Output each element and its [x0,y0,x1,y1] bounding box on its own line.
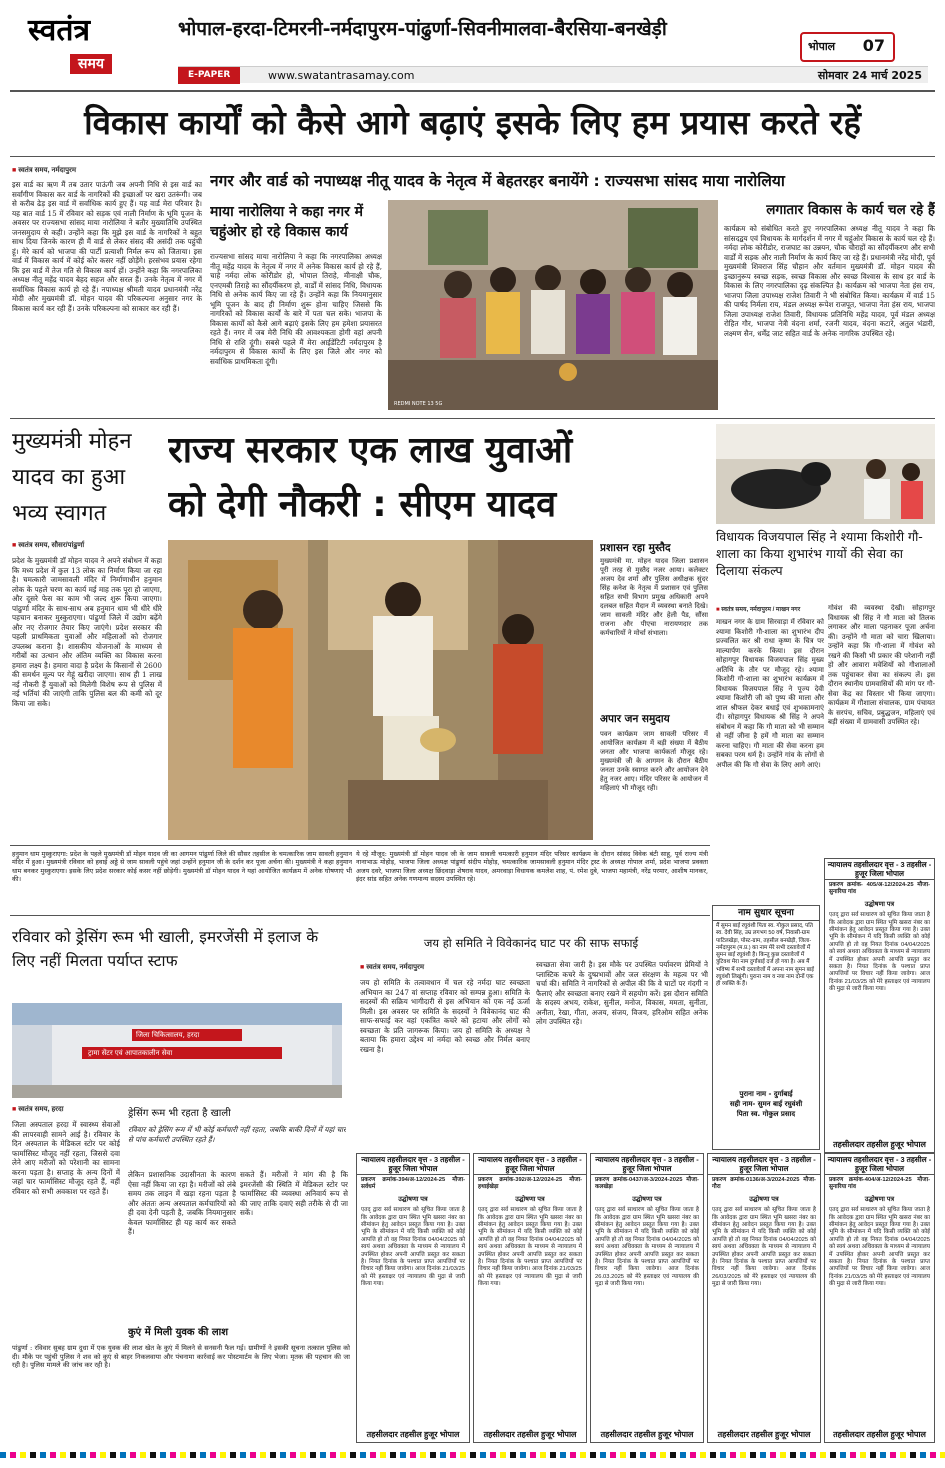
story4-byline-text: स्वतंत्र समय, हरदा [18,1106,64,1113]
epaper-bar [178,66,928,83]
story1-rule [10,156,935,157]
story4-sign2: ट्रामा सेंटर एवं आपातकालीन सेवा [88,1049,173,1057]
byline-bullet: ■ [12,542,19,549]
story2-byline-text: स्वतंत्र समय, सौसर/पांढुर्णा [18,542,85,549]
court-notice [707,1153,821,1443]
story2-byline [12,541,162,550]
notice-subtitle: उद्घोषणा पत्र [398,1195,428,1203]
notice-footer: तहसीलदार तहसील हुजूर भोपाल [483,1430,577,1439]
story5-col2: स्वच्छता सेवा जारी है। इस मौके पर उपस्थित पर्यावरण प्रेमियों ने प्लास्टिक कचरे के दुष्प्रभावों और जल संरक्षण के महत्व पर भी चर्चा की। समिति ने नागरिकों से अपील की कि वे घाटों पर गंदगी न फैलाएं और स्वच्छता बनाए रखने में सहयोग करें। इस दौरान समिति के सदस्य अभय, राकेश, सुनील, मनोज, विकास, ममता, सुनीता, अनीता, रेखा, गीता, अजय, संजय, विजय, हरिओम सहित अनेक लोग उपस्थित रहे। [536,960,708,1026]
cities-strip: भोपाल-हरदा-टिमरनी-नर्मदापुरम-पांढुर्णा-सिवनीमालवा-बैरसिया-बनखेड़ी [178,18,667,40]
story4-photo [12,1003,342,1098]
notice-subtitle: उद्घोषणा पत्र [864,900,895,908]
notice-case: प्रकरण क्रमांक-0437/अ-3/2024-2025 मौजा-कलखेड़ा [595,1177,699,1191]
story1-photo-credit: REDMI NOTE 13 5G [394,401,443,407]
court-notice [824,858,935,1153]
notice-body: एतद् द्वारा सर्व साधारण को सूचित किया जाता है कि आवेदक द्वारा ग्राम स्थित भूमि खसरा नंबर का सीमांकन हेतु आवेदन प्रस्तुत किया गया है। उक्त भूमि के सीमांकन में यदि किसी व्यक्ति को कोई आपत्ति हो तो वह नियत दिनांक 04/04/2025 को स्वयं अथवा अधिवक्ता के माध्यम से न्यायालय में उपस्थित होकर अपनी आपत्ति प्रस्तुत कर सकता है। नियत दिनांक के पश्चात प्राप्त आपत्तियों पर विचार नहीं किया जावेगा। आज दिनांक 21/03/25 को मेरे हस्ताक्षर एवं न्यायालय की मुद्रा से जारी किया गया। [829,912,930,993]
naam-sudhar-old: पुराना नाम - दुर्गाबाई [739,1090,793,1098]
notice-case: प्रकरण क्रमांक-394/अ-12/2024-25 मौजा-सर्वधर्म [361,1177,465,1191]
notice-case: प्रकरण क्रमांक- 405/अ-12/2024-25 मौजा-सुनारिया गांव [829,882,930,896]
date-text: सोमवार 24 मार्च 2025 [817,69,922,82]
notice-subtitle: उद्घोषणा पत्र [864,1195,895,1203]
notice-footer: तहसीलदार तहसील हुजूर भोपाल [366,1430,460,1439]
story1-byline-text: स्वतंत्र समय, नर्मदापुरम [18,167,77,174]
naam-sudhar-new: सही नाम- सुमन बाई रघुवंशी [729,1100,803,1108]
notice-title: न्यायालय तहसीलदार वृत्त - 3 तहसील - हुजूर जिला भोपाल [474,1154,586,1175]
section-rule-2 [10,845,710,846]
story1-photo [388,200,718,410]
story2-headline-line1: राज्य सरकार एक लाख युवाओं [168,430,573,471]
story2-body: प्रदेश के मुख्यमंत्री डॉ मोहन यादव ने अपने संबोधन में कहा कि मध्य प्रदेश में कुल 13 लोक का निर्माण किया जा रहा है। चमत्कारी जामसावली मंदिर में निर्माणाधीन हनुमान लोक के पहले चरण का कार्य मई माह तक पूरा हो जाएगा, और दूसरे फेस का काम भी जल्द शुरू किया जाएगा। पांढुर्णा मंदिर के साथ-साथ अब हनुमान धाम भी धीरे धीरे पहचान बनाकर मुस्कुराएगा। पांढुर्णा जिले में उद्योग बढ़ेंगे और नए रोजगार तैयार किए जाएंगे। प्रदेश सरकार की पहली प्राथमिकता युवाओं और महिलाओं को रोजगार उपलब्ध कराना है। शासकीय योजनाओं के माध्यम से गरीबों का उत्थान और अंतिम व्यक्ति का विकास करना हमारा लक्ष्य है। हमारा वादा है प्रदेश के किसानों से 2600 की समर्थन मूल्य पर गेहूं खरीदा जाएगा। साथ ही 1 लाख नई नौकरी हैं युवाओं को मिलेगी विशेष रूप से पुलिस में नई भर्तियां की जाएंगी ताकि पुलिस बल की कमी को दूर किया जा सके। [12,556,162,708]
story1-side-head-right: लगातार विकास के कार्य चल रहे हैं [766,202,935,218]
notice-body: एतद् द्वारा सर्व साधारण को सूचित किया जाता है कि आवेदक द्वारा ग्राम स्थित भूमि खसरा नंबर का सीमांकन हेतु आवेदन प्रस्तुत किया गया है। उक्त भूमि के सीमांकन में यदि किसी व्यक्ति को कोई आपत्ति हो तो वह नियत दिनांक 04/04/2025 को स्वयं अथवा अधिवक्ता के माध्यम से न्यायालय में उपस्थित होकर अपनी आपत्ति प्रस्तुत कर सकता है। नियत दिनांक के पश्चात प्राप्त आपत्तियों पर विचार नहीं किया जावेगा। आज दिनांक 21/03/25 को मेरे हस्ताक्षर एवं न्यायालय की मुद्रा से जारी किया गया। [478,1207,582,1288]
byline-bullet: ■ [360,964,367,971]
naam-sudhar-box [712,905,820,1150]
notice-body: एतद् द्वारा सर्व साधारण को सूचित किया जाता है कि आवेदक द्वारा ग्राम स्थित भूमि खसरा नंबर का सीमांकन हेतु आवेदन प्रस्तुत किया गया है। उक्त भूमि के सीमांकन में यदि किसी व्यक्ति को कोई आपत्ति हो तो वह नियत दिनांक 04/04/2025 को स्वयं अथवा अधिवक्ता के माध्यम से न्यायालय में उपस्थित होकर अपनी आपत्ति प्रस्तुत कर सकता है। नियत दिनांक के पश्चात प्राप्त आपत्तियों पर विचार नहीं किया जावेगा। आज दिनांक 21/03/25 को मेरे हस्ताक्षर एवं न्यायालय की मुद्रा से जारी किया गया। [829,1207,930,1288]
story2-headline-line2: को देगी नौकरी : सीएम यादव [168,484,557,525]
story5-byline-text: स्वतंत्र समय, नर्मदापुरम [366,964,425,971]
story3-photo-image [716,424,935,524]
story2-kicker: मुख्यमंत्री मोहन यादव का हुआ भव्य स्वागत [12,429,132,526]
story4-box-text: पांढुर्णा : रविवार सुबह ग्राम दुधा में एक युवक की लाश खेत के कुएं में मिलने से सनसनी फैल गई। ग्रामीणों ने इसकी सूचना तत्काल पुलिस को दी। मौके पर पहुंची पुलिस ने शव को कुएं से बाहर निकलवाया और पंचनामा कार्रवाई कर पोस्टमार्टम के लिए भेजा। मृतक की पहचान की जा रही है। पुलिस मामले की जांच कर रही है। [12,1344,350,1370]
page-box [800,32,895,62]
notice-subtitle: उद्घोषणा पत्र [749,1195,779,1203]
naam-sudhar-father: पिता स्व. गोकुल प्रसाद [736,1110,796,1118]
story1-col1: इस वार्ड का ऋण मैं तब उतार पाऊंगी जब अपनी निधि से इस वार्ड का सर्वांगीण विकास कर वार्ड के नागरिकों की इच्छाओं पर खरा उतरूंगी। जब से करीब ढेड़ इस वार्ड में सर्वाधिक कार्य हुए हैं। यह वार्ड मेरा परिवार है। यह बात वार्ड 15 में रविवार को सड़क एवं नाली निर्माण के भूमि पूजन के अवसर पर राज्यसभा सांसद माया नारोलिया ने बतौर मुख्यातिथि उपस्थित जनसमुदाय से कही। उन्होंने कहा कि मुझे इस वार्ड के नागरिकों ने बहुत साथ दिया जिनके कारण ही मैं वार्ड से लेकर संसद की असंदी तक पहुंची हूं। मेरे कार्य को भाजपा की पार्टी प्रत्याशी निर्मल रूप को जिताया। इस वार्ड में विकास कार्य में कोई कोर कसर नहीं छोड़ेंगे। हरसंभव प्रयास रहेगा कि इस वार्ड में तेज गति से विकास कार्य हों। उन्होंने कहा कि नगरपालिका अध्यक्ष नीतू महेंद्र यादव बेहद सहज और सरल हैं। उनके नेतृत्व में नगर में सर्वाधिक विकास कार्य हो रहे हैं। नपाध्यक्ष श्रीमती यादव प्रधानमंत्री नरेंद्र मोदी और मुख्यमंत्री डॉ. मोहन यादव की परिकल्पना अनुसार नगर के विकास कार्य कर रही हैं। उनके परिकल्पना को साकार कर रही हैं। [12,180,202,313]
section-rule-1 [10,418,935,419]
story5-headline: जय हो समिति ने विवेकानंद घाट पर की साफ सफाई [423,936,639,950]
notice-body: एतद् द्वारा सर्व साधारण को सूचित किया जाता है कि आवेदक द्वारा ग्राम स्थित भूमि खसरा नंबर का सीमांकन हेतु आवेदन प्रस्तुत किया गया है। उक्त भूमि के सीमांकन में यदि किसी व्यक्ति को कोई आपत्ति हो तो वह नियत दिनांक 04/04/2025 को स्वयं अथवा अधिवक्ता के माध्यम से न्यायालय में उपस्थित होकर अपनी आपत्ति प्रस्तुत कर सकता है। नियत दिनांक के पश्चात प्राप्त आपत्तियों पर विचार नहीं किया जावेगा। आज दिनांक 26.03.2025 को मेरे हस्ताक्षर एवं न्यायालय की मुद्रा से जारी किया गया। [595,1207,699,1288]
story2-side-body1: मुख्यमंत्री मा. मोहन यादव जिला प्रशासन पूरी तरह से मुस्तैद नजर आया। कलेक्टर अजय देव शर्मा और पुलिस अधीक्षक सुंदर सिंह कनेश के नेतृत्व में प्रशासन एवं पुलिस सहित सभी विभाग प्रमुख अधिकारी अपने दलबल सहित मैदान में व्यवस्था बनाते दिखे। जाम सावली मंदिर और हेली पैड, सौंसा राजना और पीएचा नारायणदार तक कर्मचारियों ने मोर्चा संभाला। [600,557,708,637]
story2-headline [168,424,708,532]
masthead-rule [10,90,935,92]
notice-subtitle: उद्घोषणा पत्र [632,1195,662,1203]
story4-sign1: जिला चिकित्सालय, हरदा [136,1031,200,1039]
story4-headline: रविवार को ड्रेसिंग रूम भी खाली, इमरजेंसी में इलाज के लिए नहीं मिलता पर्याप्त स्टाफ [12,928,319,970]
story1-byline [12,166,202,175]
story1-side-head-left: माया नारोलिया ने कहा नगर में चहुंओर हो रहे विकास कार्य [210,204,364,240]
story2-photo-image [168,540,593,840]
story3-byline-text: स्वतंत्र समय, नर्मदापुरम / माखन नगर [721,607,801,613]
notice-case: प्रकरण क्रमांक-392/अ-12/2024-25 मौजा-हथाईखेड़ा [478,1177,582,1191]
story2-bottom-left: हनुमान धाम मुस्कुराएगा: प्रदेश के पहले मुख्यमंत्री डॉ मोहन यादव जी का आगमन पांढुर्णा जिले की सौसर तहसील के चमत्कारिक जाम सावली हनुमान मंदिर में हुआ। मुख्यमंत्री रविवार को हवाई अड्डे से जाम सावली पहुंचे जहां उन्होंने हनुमान जी के दर्शन कर पूजा अर्चना की। मुख्यमंत्री ने कहा हनुमान धाम बनकर मुस्कुराएगा। इसके लिए प्रदेश सरकार कोई कसर नहीं छोड़ेगी। मुख्यमंत्री डॉ मोहन यादव ने यहां आयोजित कार्यक्रम में अनेक घोषणाएं भी की। [12,850,352,884]
notice-body: एतद् द्वारा सर्व साधारण को सूचित किया जाता है कि आवेदक द्वारा ग्राम स्थित भूमि खसरा नंबर का सीमांकन हेतु आवेदन प्रस्तुत किया गया है। उक्त भूमि के सीमांकन में यदि किसी व्यक्ति को कोई आपत्ति हो तो वह नियत दिनांक 04/04/2025 को स्वयं अथवा अधिवक्ता के माध्यम से न्यायालय में उपस्थित होकर अपनी आपत्ति प्रस्तुत कर सकता है। नियत दिनांक के पश्चात प्राप्त आपत्तियों पर विचार नहीं किया जावेगा। आज दिनांक 26/03/2025 को मेरे हस्ताक्षर एवं न्यायालय की मुद्रा से जारी किया गया। [712,1207,816,1288]
logo-bottom: समय [70,54,112,74]
story4-col1: जिला अस्पताल हरदा में स्वास्थ्य सेवाओं की लापरवाही सामने आई है। रविवार के दिन अस्पताल के मेडिकल स्टोर पर कोई फार्मासिस्ट मौजूद नहीं रहता, जिससे दवा लेने आए मरीजों को परेशानी का सामना करना पड़ता है। सप्ताह के अन्य दिनों में जहां चार फार्मासिस्ट मौजूद रहते हैं, वहीं रविवार को सभी अवकाश पर रहते हैं। [12,1120,120,1196]
section-rule-3 [10,915,710,916]
story4-byline [12,1105,112,1114]
website-link[interactable]: www.swatantrasamay.com [268,69,415,82]
court-notice [590,1153,704,1443]
notice-title: न्यायालय तहसीलदार वृत्त - 3 तहसील - हुजूर जिला भोपाल [708,1154,820,1175]
page-number: 07 [862,36,885,55]
story4-caption-text: रविवार को ड्रेसिंग रूम में भी कोई कर्मचारी नहीं रहता, जबकि बाकी दिनों में यहां चार से पांच कर्मचारी उपस्थित रहते हैं। [128,1125,346,1144]
story1-col2: राज्यसभा सांसद माया नारोलिया ने कहा कि नगरपालिका अध्यक्ष नीतू महेंद्र यादव के नेतृत्व में नगर में अनेक विकास कार्य हो रहे हैं, चाहे नर्मदा लोक कोरीडोर हो, भोपाल तिराहे, मीनाक्षी चौक, एनएमबी तिराहे का सौंदर्यीकरण हो, वार्डों में सांसद निधि, विधायक निधि से अनेक कार्य किए जा रहे हैं। उन्होंने कहा कि नियमानुसार भूमि पूजन के बाद ही निर्माण शुरू होना चाहिए जिससे कि नागरिकों को विकास कार्यों के बारे में पता चल सके। भाजपा के विकास कार्यों को कैसे आगे बढ़ाएं इसके लिए हम हमेशा प्रयासरत रहते हैं। नगर में जब मेरी निधि की आवश्यकता होगी वहां अपनी निधि से राशि दूंगी। सबसे पहले मैं मेरा आईडेंटिटी नर्मदापुरम है नर्मदापुरम से विकास कार्यों के लिए इस जिले और नगर को सर्वाधिक प्राथमिकता दूंगी। [210,252,382,366]
court-notice [824,1153,935,1443]
logo [28,10,163,80]
notice-case: प्रकरण क्रमांक-0136/अ-3/2024-2025 मौजा-गौरा [712,1177,816,1191]
story4-photo-caption: ड्रेसिंग रूम भी रहता है खाली [128,1108,231,1119]
notice-title: न्यायालय तहसीलदार वृत्त - 3 तहसील - हुजूर जिला भोपाल [591,1154,703,1175]
logo-top: स्वतंत्र [28,13,91,48]
story4-box-head: कुएं में मिली युवक की लाश [128,1327,229,1338]
story2-side-body2: पवन कार्यक्रम जाम सावली परिसर में आयोजित कार्यक्रम में बड़ी संख्या में बैठीय जनता और भाजपा कार्यकर्ता मौजूद रहे। मुख्यमंत्री जी के आगमन के दौरान बैठीय जनता उनके स्वागत करने और आयोजन देने हेतु नजर आए। मंदिर परिसर के आयोजन में महिलाएं भी मौजूद रही। [600,730,708,792]
story1-photo-image [388,200,718,410]
byline-bullet: ■ [12,1106,19,1113]
notice-footer: तहसीलदार तहसील हुजूर भोपाल [833,1140,926,1149]
story3-headline: विधायक विजयपाल सिंह ने श्यामा किशोरी गौ-शाला का किया शुभारंभ गायों की सेवा का दिलाया संकल्प [716,529,923,578]
court-notice [473,1153,587,1443]
notice-title: न्यायालय तहसीलदार वृत्त - 3 तहसील - हुजूर जिला भोपाल [825,1154,934,1175]
epaper-label: E-PAPER [178,67,240,84]
registration-strip [0,1452,945,1458]
notice-footer: तहसीलदार तहसील हुजूर भोपाल [833,1430,926,1439]
byline-bullet: ■ [12,167,19,174]
notice-title: न्यायालय तहसीलदार वृत्त - 3 तहसील - हुजूर जिला भोपाल [357,1154,469,1175]
story2-bottom-right: ये रहे मौजूद: मुख्यमंत्री डॉ मोहन यादव जी के जाम सावली चमत्कारी हनुमान मंदिर परिसर कार्यक्रम के दौरान सांसद विवेक बंटी साहू, पूर्व राज्य मंत्री नानाभाऊ मोहोड़, भाजपा जिला अध्यक्ष पांढुर्णा संदीप मोहोड़, चमत्कारिक जामसावली हनुमान मंदिर ट्रस्ट के अध्यक्ष गोपाल शर्मा, प्रदेश भाजपा प्रवक्ता अजय दवरे, भाजपा जिला अध्यक्ष छिंदवाड़ा शेषराव यादव, अमरवाड़ा विधायक कमलेश शाह, पं. रमेश दुबे, भाजपा महामंत्री, नरेंद्र परमार, आशीष मानकर, इंदर सांड सहित अनेक गणमान्य सदस्य उपस्थित रहे। [356,850,708,884]
notice-case: प्रकरण क्रमांक-404/अ-12/2024-25 मौजा-सुनारिया गांव [829,1177,930,1191]
notice-title: न्यायालय तहसीलदार वृत्त - 3 तहसील - हुजूर जिला भोपाल [825,859,934,880]
edition-label: भोपाल [808,40,836,53]
story4-photo-image [12,1003,342,1098]
court-notice [356,1153,470,1443]
story1-headline: विकास कार्यों को कैसे आगे बढ़ाएं इसके लिए हम प्रयास करते रहें [84,103,861,142]
story5-byline [360,963,530,972]
story3-photo [716,424,935,524]
byline-bullet: ■ [716,607,722,613]
story2-photo [168,540,593,840]
notice-footer: तहसीलदार तहसील हुजूर भोपाल [717,1430,811,1439]
story3-col2: गोवंश की व्यवस्था देखी। सोहागपुर विधायक श्री सिंह ने गौ माता को तिलक लगाकर और माला पहनाकर पूजा अर्चना की। उन्होंने गौ माता को चारा खिलाया। उन्होंने कहा कि गौ-शाला में गोवंश को रखने की किसी भी प्रकार की परेशानी नहीं हो और आवारा मवेशियों को गौशालाओं तक पहुंचाकर सेवा का संकल्प लें। इस दौरान स्थानीय ग्रामवासियों की मांग पर गौ-सेवा केंद्र का विस्तार भी किया जाएगा। कार्यक्रम में गौशाला संचालक, ग्राम पंचायत के सरपंच, सचिव, प्रबुद्धजन, महिलाएं एवं बड़ी संख्या में ग्रामवासी उपस्थित रहे। [828,604,935,726]
story3-col1: माखन नगर के ग्राम सिरवाड़ा में रविवार को श्यामा किशोरी गौ-शाला का शुभारंभ दीप प्रज्वलित कर श्री राधा कृष्ण के चित्र पर माल्यार्पण करके किया। इस दौरान सोहागपुर विधायक विजयपाल सिंह मुख्य अतिथि के तौर पर मौजूद रहे। श्यामा किशोरी गौ-शाला का शुभारंभ कार्यक्रम में विधायक विजयपाल सिंह ने पूज्य देवी श्यामा किशोरी जी को पुष्प की माला और शाल श्रीफल देकर बधाई एवं शुभकामनाएं दी। सोहागपुर विधायक श्री सिंह ने अपने संबोधन में कहा कि गौ माता को भी सम्मान से नहीं जीना है हमें गौ माता का सम्मान करना चाहिए। गौ माता की सेवा करना हम सबका परम धर्म है। उन्होंने गांव के लोगों से अपील की कि गौ सेवा के लिए आगे आएं। [716,618,824,769]
story2-side-head1: प्रशासन रहा मुस्तैद [600,542,671,554]
notice-body: एतद् द्वारा सर्व साधारण को सूचित किया जाता है कि आवेदक द्वारा ग्राम स्थित भूमि खसरा नंबर का सीमांकन हेतु आवेदन प्रस्तुत किया गया है। उक्त भूमि के सीमांकन में यदि किसी व्यक्ति को कोई आपत्ति हो तो वह नियत दिनांक 04/04/2025 को स्वयं अथवा अधिवक्ता के माध्यम से न्यायालय में उपस्थित होकर अपनी आपत्ति प्रस्तुत कर सकता है। नियत दिनांक के पश्चात प्राप्त आपत्तियों पर विचार नहीं किया जावेगा। आज दिनांक 21/03/25 को मेरे हस्ताक्षर एवं न्यायालय की मुद्रा से जारी किया गया। [361,1207,465,1288]
story1-col4: कार्यक्रम को संबोधित करते हुए नगरपालिका अध्यक्ष नीतू यादव ने कहा कि सांसदद्वय एवं विधायक के मार्गदर्शन में नगर में चहुंओर विकास के कार्य चल रहे हैं। नर्मदा लोक कोरीडोर, राजघाट का उन्नयन, चौक चौराहों का सौंदर्यीकरण और सभी वार्डों में सड़क और नाली निर्माण के कार्य किए जा रहे हैं। प्रधानमंत्री नरेंद्र मोदी, पूर्व मुख्यमंत्री शिवराज सिंह चौहान और वर्तमान मुख्यमंत्री डॉ. मोहन यादव की इच्छानुरूप स्वच्छ सड़क, स्वच्छ विकास और स्वच्छ विश्वास के साथ हर वार्ड के विकास के लिए नगरपालिका दृढ़ संकल्पित है। कार्यक्रम को भाजपा नेता हंस राय, भाजपा जिला उपाध्यक्ष राजेश तिवारी ने भी संबोधित किया। कार्यक्रम में वार्ड 15 की पार्षद निर्मला राय, मंडल अध्यक्ष रूपेश राजपूत, भाजपा नेता हंस राय, भाजपा जिला उपाध्यक्ष राजेश तिवारी, विधायक प्रतिनिधि महेंद्र यादव, पूर्व मंडल अध्यक्ष रोहित गौर, भाजपा नेत्री वंदना शर्मा, रजनी यादव, वंदना कटारे, अतुल भंडारी, लक्ष्मण सैन, धर्मेंद्र जाट सहित वार्ड के अनेक नागरिक उपस्थित रहे। [724,224,935,338]
story4-col2: लेकिन प्रशासनिक उदासीनता के कारण ऐसा नहीं किया जा रहा है। मरीजों को लंबे समय तक लाइन में खड़ा रहना पड़ता है और अंततः अन्य अस्पताल कर्मचारियों को ही दवा देनी पड़ती है, जबकि नियमानुसार केवल फार्मासिस्ट ही यह कार्य कर सकते हैं। [128,1170,236,1236]
masthead [0,0,945,90]
naam-sudhar-title: नाम सुधार सूचना [713,906,819,921]
naam-sudhar-body: मैं सुमन बाई रघुवंशी पिता स्व. गोकुल प्रसाद, पति स्व. देवी सिंह, उम्र लगभग 50 वर्ष, निवासी-ग्राम पाटिलखेड़ा, पोस्ट-ग्राम, तहसील बनखेड़ी, जिला-नर्मदापुरम (म.प्र.) का नाम मेरे सभी दस्तावेजों में सुमन बाई रघुवंशी है। किन्तु कुछ दस्तावेजों में त्रुटिवश मेरा नाम दुर्गाबाई दर्ज हो गया है। अब मैं भविष्य में सभी दस्तावेजों में अपना नाम सुमन बाई रघुवंशी लिखूंगी। पुराना नाम व नया नाम दोनों एक ही व्यक्ति के हैं। [716,923,815,988]
story5-col1: जय हो समिति के तत्वावधान में चल रहे नर्मदा घाट स्वच्छता अभियान का 247 वां सप्ताह रविवार को सम्पन्न हुआ। समिति के सदस्यों की सक्रिय भागीदारी से इस अभियान को एक नई ऊर्जा मिली। इस अवसर पर समिति के सदस्यों ने विवेकानंद घाट की साफ-सफाई कर वहां एकत्रित कचरे को हटाया और लोगों को स्वच्छता के प्रति जागरूक किया। जय हो समिति के अध्यक्ष ने बताया कि हमारा उद्देश्य मां नर्मदा को स्वच्छ और निर्मल बनाए रखना है। [360,978,530,1054]
story2-side-head2: अपार जन समुदाय [600,713,670,725]
story1-subhead: नगर और वार्ड को नपाध्यक्ष नीतू यादव के नेतृत्व में बेहतरहर बनायेंगे : राज्यसभा सांसद माया नारोलिया [210,172,785,190]
notice-subtitle: उद्घोषणा पत्र [515,1195,545,1203]
notice-footer: तहसीलदार तहसील हुजूर भोपाल [600,1430,694,1439]
story4-col3: सकते हैं। मरीजों ने मांग की है कि इमरजेंसी की स्थिति में मेडिकल स्टोर पर फार्मासिस्ट की व्यवस्था अनिवार्य रूप से की जाए ताकि दवाएं सही तरीके से दी जा सकें। [240,1170,348,1217]
